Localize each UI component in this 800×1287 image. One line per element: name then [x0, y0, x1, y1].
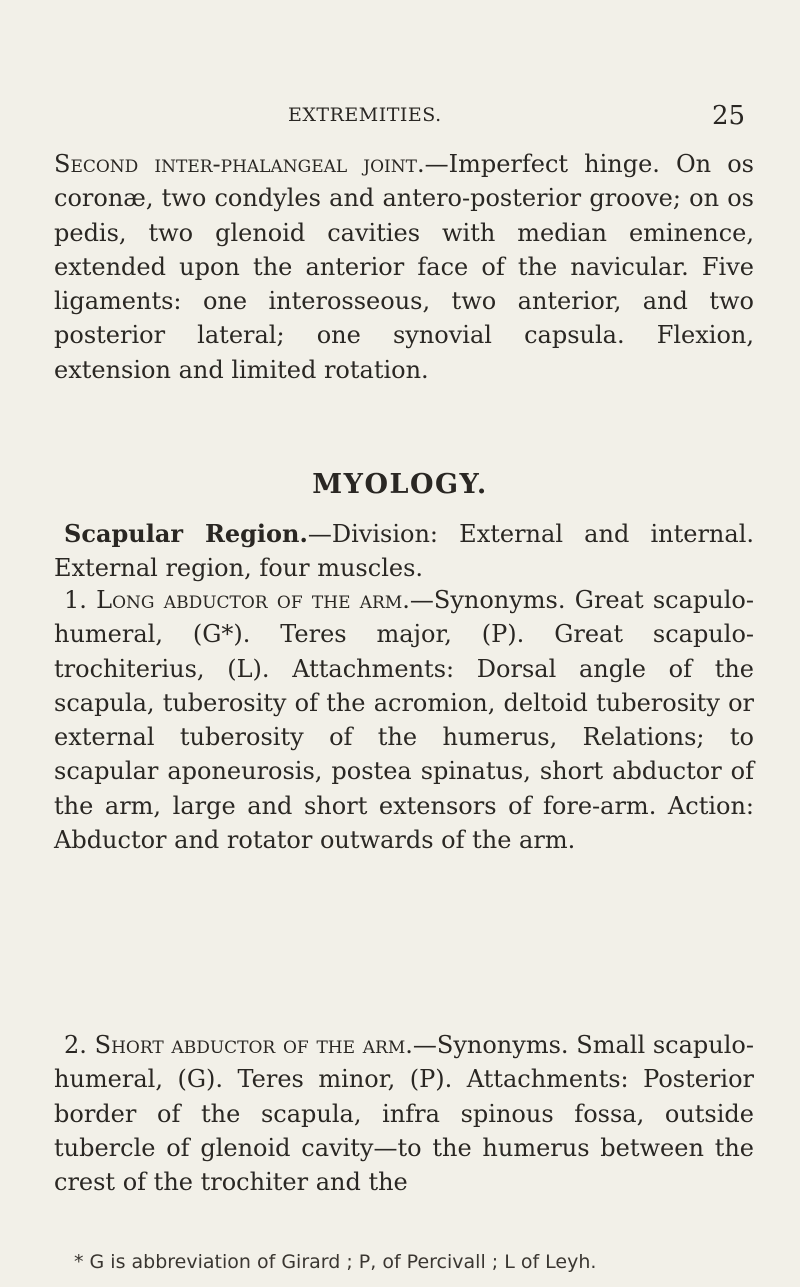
footnote: * G is abbreviation of Girard ; P, of Percivall ; L of Leyh. — [74, 1251, 597, 1273]
scapular-lead: Scapular Region. — [64, 519, 308, 548]
section-heading: MYOLOGY. — [312, 469, 488, 500]
scapular-body: —Division: External and internal. External region, four muscles. — [54, 520, 754, 583]
long-abductor-body: —Synonyms. Great scapulo-humeral, (G*). Teres major, (P). Great scapulo-trochiterius, (L). Attachments: Dorsal angle of the scapula, tuberosity of the acromion, deltoid tuberosity or external tuberosity of the humerus, Relations; to scapular aponeurosis, postea spinatus, short abductor of the arm, large and short extensors of fore-arm. Action: Abductor and rotator outwards of the arm. — [54, 586, 754, 855]
joint-paragraph — [54, 147, 754, 387]
short-abductor-lead: 2. Short abductor of the arm. — [64, 1031, 413, 1059]
joint-body: —Imperfect hinge. On os coronæ, two condyles and antero-posterior groove; on os pedis, two glenoid cavities with median eminence, extended upon the anterior face of the navicular. Five ligaments: one interosseous, two anterior, and two posterior lateral; one synovial capsula. Flexion, extension and limited rotation. — [54, 150, 755, 384]
running-head — [0, 101, 800, 134]
long-abductor-lead: 1. Long abductor of the arm. — [64, 586, 410, 614]
scapular-paragraph — [54, 517, 754, 586]
long-abductor-paragraph — [54, 583, 754, 857]
short-abductor-paragraph — [54, 1028, 754, 1199]
running-title: EXTREMITIES. — [288, 104, 442, 126]
joint-lead: Second inter-phalangeal joint. — [54, 150, 425, 178]
short-abductor-body: —Synonyms. Small scapulo-humeral, (G). Teres minor, (P). Attachments: Posterior border of the scapula, infra spinous fossa, outside tubercle of glenoid cavity—to the humerus between the crest of the trochiter and the — [54, 1031, 754, 1197]
page-number: 25 — [712, 101, 746, 131]
